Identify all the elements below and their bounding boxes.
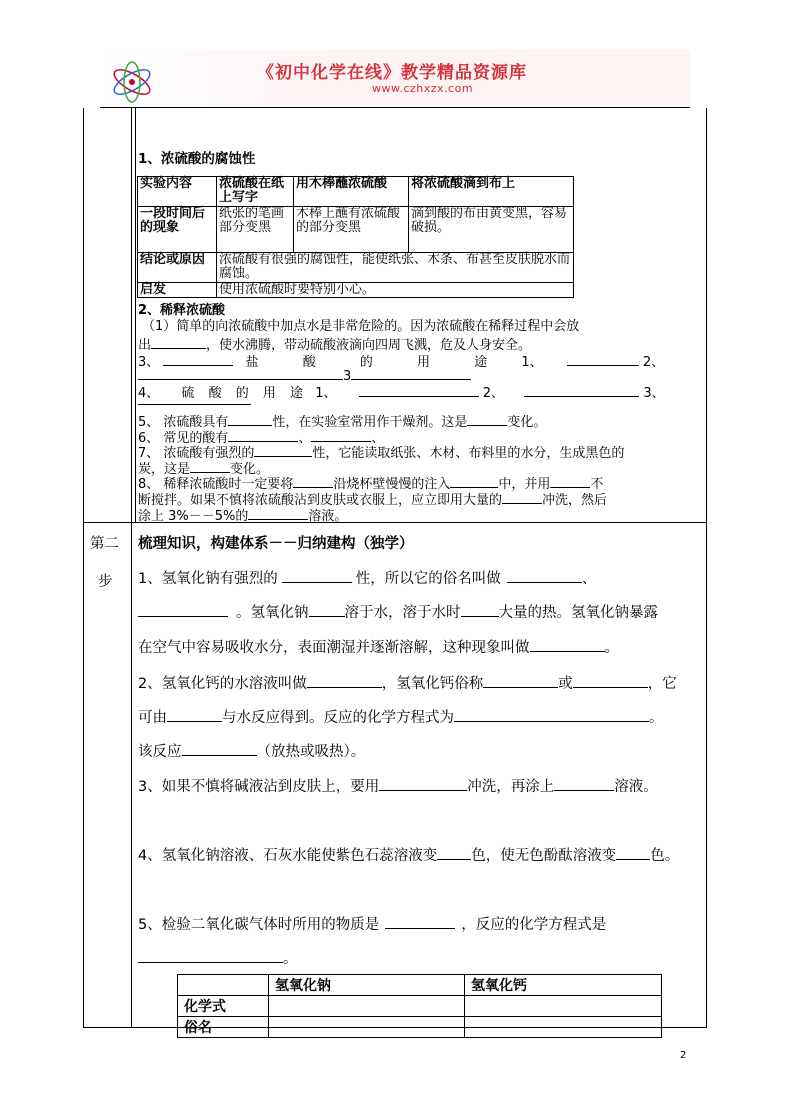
table-cell xyxy=(269,1017,465,1038)
question-2: 2、氢氧化钙的水溶液叫做 ，氢氧化钙俗称 或 ，它 xyxy=(138,676,677,692)
table-cell: 纸张的笔画部分变黑 xyxy=(217,207,294,253)
table-cell: 氢氧化钙 xyxy=(465,975,662,996)
text-line: 断搅拌。如果不慎将浓硫酸沾到皮肤或衣服上，应立即用大量的 冲洗，然后 xyxy=(138,490,607,508)
frame-column-divider-inner xyxy=(135,108,136,523)
page-number: 2 xyxy=(680,1050,687,1061)
atom-logo-icon xyxy=(108,58,156,106)
table-cell: 使用浓硫酸时要特别小心。 xyxy=(217,283,574,298)
text-line: 7、 浓硫酸有强烈的 性，它能读取纸张、木材、布料里的水分，生成黑色的 xyxy=(138,443,624,461)
step-heading: 梳理知识，构建体系－－归纳建构（独学） xyxy=(138,536,414,552)
table-cell: 浓硫酸在纸上写字 xyxy=(217,177,294,207)
text-line: 涂上 3%－－5%的 溶液。 xyxy=(138,506,347,524)
table-cell: 结论或原因 xyxy=(138,253,217,283)
text-line: 炭，这是 变化。 xyxy=(138,459,269,477)
step-label: 步 xyxy=(98,574,113,590)
question-1: 1、氢氧化钠有强烈的 性，所以它的俗名叫做 、 xyxy=(138,571,597,587)
text-line: 6、 常见的酸有 、 、 xyxy=(138,428,384,446)
step-label: 第二 xyxy=(90,536,119,552)
table-cell xyxy=(178,975,269,996)
text-line: 8、 稀释浓硫酸时一定要将 沿烧杯壁慢慢的注入 中，并用 不 xyxy=(138,474,603,492)
base-comparison-table xyxy=(177,974,662,1038)
text-line-h2so4-uses: 4、 硫 酸 的 用 途 1、 2、 3、 xyxy=(138,383,665,401)
table-cell xyxy=(465,996,662,1017)
question-3: 3、如果不慎将碱液沾到皮肤上，要用 冲洗，再涂上 溶液。 xyxy=(138,779,658,795)
table-cell: 实验内容 xyxy=(138,177,217,207)
blank-line xyxy=(138,404,251,405)
question-5-cont: 。 xyxy=(138,947,298,968)
text-line: 5、 浓硫酸具有 性，在实验室常用作干燥剂。这是 变化。 xyxy=(138,412,546,430)
table-cell xyxy=(269,996,465,1017)
frame-right xyxy=(706,108,707,1028)
text-line-hcl-uses: 3、 盐 酸 的 用 途 1、 2、 xyxy=(138,352,698,370)
table-cell: 用木棒蘸浓硫酸 xyxy=(294,177,409,207)
table-cell: 浓硫酸有很强的腐蚀性，能使纸张、木条、布甚至皮肤脱水而腐蚀。 xyxy=(217,253,574,283)
question-4: 4、氢氧化钠溶液、石灰水能使紫色石蕊溶液变 色，使无色酚酞溶液变 色。 xyxy=(138,848,680,864)
header-rule xyxy=(100,107,690,108)
table-cell: 一段时间后的现象 xyxy=(138,207,217,253)
table-cell: 木棒上蘸有浓硫酸的部分变黑 xyxy=(294,207,409,253)
text-line: 出 ，使水沸腾，带动硫酸液滴向四周飞溅，危及人身安全。 xyxy=(138,335,531,353)
section-heading-corrosive: 1、浓硫酸的腐蚀性 xyxy=(138,151,256,167)
header-url: www.czhxzx.com xyxy=(372,82,474,95)
question-5: 5、检验二氧化碳气体时所用的物质是 ，反应的化学方程式是 xyxy=(138,917,607,933)
question-1-cont: 在空气中容易吸收水分，表面潮湿并逐渐溶解，这种现象叫做 。 xyxy=(138,640,619,656)
section-heading-dilute: 2、稀释浓硫酸 xyxy=(138,303,226,318)
question-2-cont: 可由 与水反应得到。反应的化学方程式为 。 xyxy=(138,710,664,726)
table-cell: 俗名 xyxy=(178,1017,269,1038)
table-cell: 滴到酸的布由黄变黑，容易破损。 xyxy=(409,207,574,253)
text-line: （1）简单的向浓硫酸中加点水是非常危险的。因为浓硫酸在稀释过程中会放 xyxy=(142,319,580,334)
frame-column-divider xyxy=(131,108,132,1028)
question-1-cont: 。氢氧化钠 溶于水，溶于水时 大量的热。氢氧化钠暴露 xyxy=(138,601,658,622)
text-line: 3 xyxy=(138,366,471,384)
table-cell xyxy=(465,1017,662,1038)
table-cell: 启发 xyxy=(138,283,217,298)
question-2-cont: 该反应 （放热或吸热）。 xyxy=(138,744,366,760)
table-cell: 氢氧化钠 xyxy=(269,975,465,996)
experiment-table xyxy=(137,176,574,298)
table-cell: 将浓硫酸滴到布上 xyxy=(409,177,574,207)
header-title: 《初中化学在线》教学精品资源库 xyxy=(257,63,527,83)
table-cell: 化学式 xyxy=(178,996,269,1017)
frame-left xyxy=(83,108,84,1028)
